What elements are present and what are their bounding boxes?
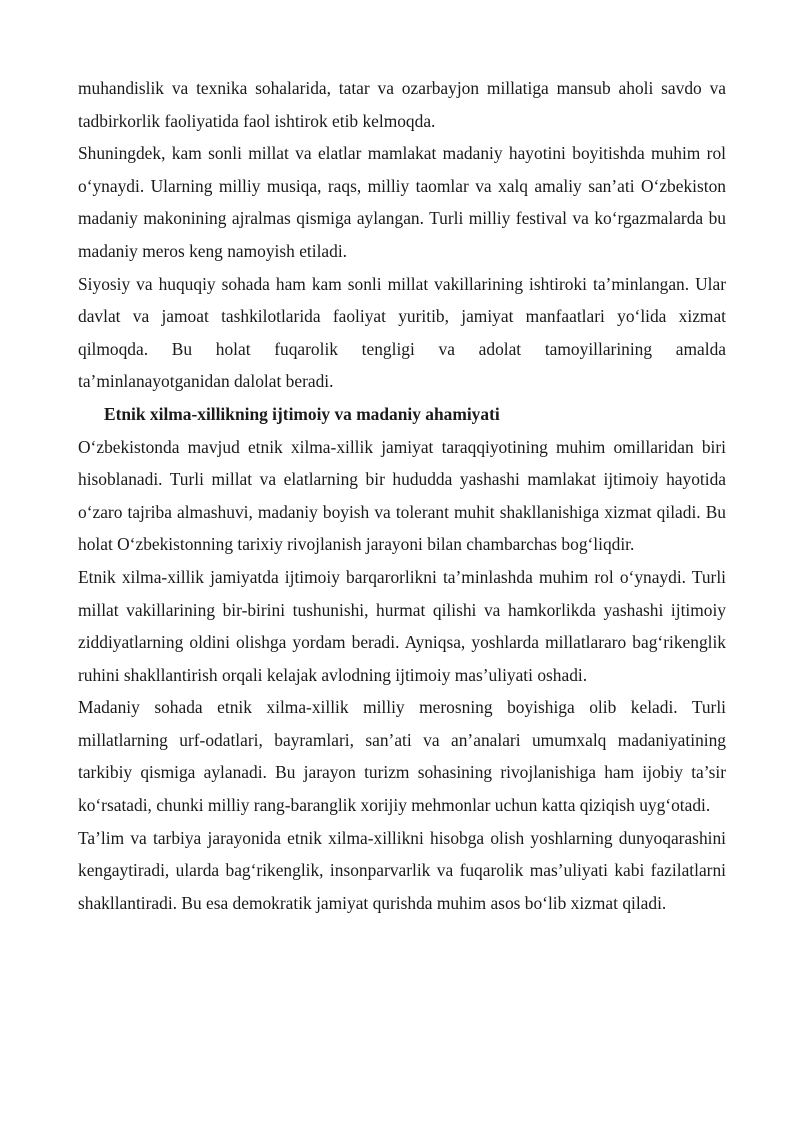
paragraph-cultural-heritage: Madaniy sohada etnik xilma-xillik milliy merosning boyishiga olib keladi. Turli millatlarning urf-odatlari, bayramlari, san’ati va an’analari umumxalq madaniyatining tarkibiy qismiga aylanadi. Bu jarayon turizm sohasining rivojlanishiga ham ijobiy ta’sir ko‘rsatadi, chunki milliy rang-baranglik xorijiy mehmonlar uchun katta qiziqish uyg‘otadi. <box>78 697 726 816</box>
document-page <box>78 72 726 919</box>
paragraph-education: Ta’lim va tarbiya jarayonida etnik xilma-xillikni hisobga olish yoshlarning dunyoqarashini kengaytiradi, ularda bag‘rikenglik, insonparvarlik va fuqarolik mas’uliyati kabi fazilatlarni shakllantiradi. Bu esa demokratik jamiyat qurishda muhim asos bo‘lib xizmat qiladi. <box>78 827 726 913</box>
paragraph-intro-continuation: muhandislik va texnika sohalarida, tatar va ozarbayjon millatiga mansub aholi savdo va tadbirkorlik faoliyatida faol ishtirok etib kelmoqda. <box>78 78 726 131</box>
section-heading: Etnik xilma-xillikning ijtimoiy va madaniy ahamiyati <box>104 403 500 424</box>
paragraph-ethnic-diversity: O‘zbekistonda mavjud etnik xilma-xillik jamiyat taraqqiyotining muhim omillaridan biri hisoblanadi. Turli millat va elatlarning bir hududda yashashi mamlakat ijtimoiy hayotida o‘zaro tajriba almashuvi, madaniy boyish va tolerant muhit shakllanishiga xizmat qiladi. Bu holat O‘zbekistonning tarixiy rivojlanish jarayoni bilan chambarchas bog‘liqdir. <box>78 436 726 555</box>
paragraph-political-legal: Siyosiy va huquqiy sohada ham kam sonli millat vakillarining ishtiroki ta’minlangan. Ular davlat va jamoat tashkilotlarida faoliyat yuritib, jamiyat manfaatlari yo‘lida xizmat qilmoqda. Bu holat fuqarolik tengligi va adolat tamoyillarining amalda ta’minlanayotganidan dalolat beradi. <box>78 273 726 392</box>
paragraph-cultural-life: Shuningdek, kam sonli millat va elatlar mamlakat madaniy hayotini boyitishda muhim rol o‘ynaydi. Ularning milliy musiqa, raqs, milliy taomlar va xalq amaliy san’ati O‘zbekiston madaniy makonining ajralmas qismiga aylangan. Turli milliy festival va ko‘rgazmalarda bu madaniy meros keng namoyish etiladi. <box>78 143 726 261</box>
paragraph-social-stability: Etnik xilma-xillik jamiyatda ijtimoiy barqarorlikni ta’minlashda muhim rol o‘ynaydi. Turli millat vakillarining bir-birini tushunishi, hurmat qilishi va hamkorlikda yashashi ijtimoiy ziddiyatlarning oldini olishga yordam beradi. Ayniqsa, yoshlarda millatlararo bag‘rikenglik ruhini shakllantirish orqali kelajak avlodning ijtimoiy mas’uliyati oshadi. <box>78 566 726 685</box>
